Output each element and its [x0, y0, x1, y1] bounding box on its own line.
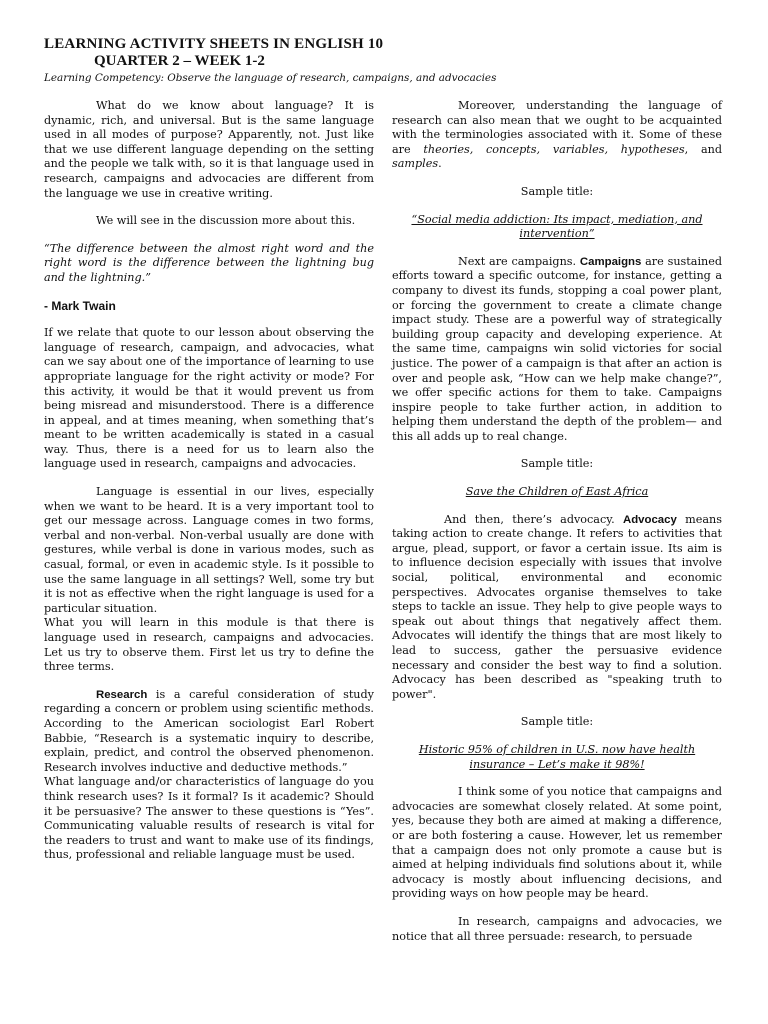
- document-title: LEARNING ACTIVITY SHEETS IN ENGLISH 10: [44, 36, 384, 52]
- campaigns-term: Campaigns: [579, 255, 642, 268]
- right-column: [392, 99, 722, 957]
- sample-label-research: Sample title:: [520, 184, 594, 198]
- quote-author: - Mark Twain: [44, 298, 116, 313]
- research-terms: theories, concepts, variables, hypotheses: [423, 142, 685, 156]
- twain-quote: “The difference between the almost right word and the right word is the difference between the lightning bug and the lightning.”: [44, 241, 374, 284]
- advocacy-paragraph: And then, there’s advocacy. Advocacy means taking action to create change. It refers to activities that argue, plead, support, or favor a certain issue. Its aim is to influence decision especially with issues that involve social, political, environmental and economic perspectives. Advocates organise themselves to take steps to tackle an issue. They help to give people ways to speak out about things that negatively affect them. Advocates will identify the things that are most likely to lead to success, gather the persuasive evidence necessary and consider the best way to find a solution. Advocacy has been described as "speaking truth to power".: [392, 512, 723, 701]
- advocacy-term: Advocacy: [622, 513, 677, 526]
- quote-reflection-paragraph: If we relate that quote to our lesson about observing the language of research, campaign, and advocacies, what can we say about one of the importance of learning to use appropriate language for the right activity or mode? For this activity, it would be that it would prevent us from being misread and misunderstood. There is a difference in appeal, and at times meaning, when something that’s meant to be written academically is stated in a casual way. Thus, there is a need for us to learn also the language used in research, campaigns and advocacies.: [44, 326, 374, 471]
- research-language-paragraph: What language and/or characteristics of language do you think research uses? Is it formal? Is it academic? Should it be persuasive? The answer to these questions is “Yes”. Communicating valuable results of research is vital for the readers to trust and want to make use of its findings, thus, professional and reliable language must be used.: [44, 775, 374, 862]
- sample-title-research: “Social media addiction: Its impact, mediation, and intervention”: [411, 212, 703, 241]
- comparison-paragraph: I think some of you notice that campaigns and advocacies are somewhat closely related. At some point, yes, because they both are aimed at making a difference, or are both fostering a cause. However, let us remember that a campaign does not only promote a cause but is aimed at helping individuals find solutions about it, while advocacy is mostly about influencing decisions, and providing ways on how people may be heard.: [392, 785, 722, 901]
- research-definition-paragraph: [44, 688, 374, 776]
- sample-label-advocacy: Sample title:: [520, 715, 594, 729]
- persuasion-paragraph: In research, campaigns and advocacies, we notice that all three persuade: research, to persuade: [392, 914, 722, 943]
- document-subtitle: QUARTER 2 – WEEK 1-2: [94, 53, 265, 69]
- sample-title-campaign: Save the Children of East Africa: [465, 485, 649, 499]
- intro-paragraph: What do we know about language? It is dynamic, rich, and universal. But is the same language used in all modes of purpose? Apparently, not. Just like that we use different language depending on the setting and the people we talk with, so it is that language used in research, campaigns and advocacies are different from the language we use in creative writing.: [44, 99, 374, 200]
- module-overview-paragraph: What you will learn in this module is that there is language used in research, campaigns and advocacies. Let us try to observe them. First let us try to define the three terms.: [44, 616, 374, 674]
- samples-term: samples: [392, 157, 439, 171]
- research-definition: is a careful consideration of study regarding a concern or problem using scientific methods. According to the American sociologist Earl Robert Babbie, “Research is a systematic inquiry to describe, explain, predict, and control the observed phenomenon. Research involves inductive and deductive methods.”: [44, 687, 374, 774]
- campaigns-paragraph: Next are campaigns. Campaigns are sustained efforts toward a specific outcome, for instance, getting a company to divest its funds, stopping a coal power plant, or forcing the government to create a climate change impact study. These are a powerful way of strategically building group capacity and developing experience. At the same time, campaigns win solid victories for social justice. The power of a campaign is that after an action is over and people ask, “How can we help make change?”, we offer specific actions for them to take. Campaigns inspire people to take further action, in addition to helping them understand the depth of the problem— and this all adds up to real change.: [392, 254, 723, 443]
- terminology-paragraph: Moreover, understanding the language of research can also mean that we ought to be acquainted with the terminologies associated with it. Some of these are theories, concepts, variables, hypotheses, and samples.: [392, 99, 722, 171]
- two-column-body: [44, 99, 728, 957]
- sample-label-campaign: Sample title:: [520, 457, 594, 471]
- language-paragraph: Language is essential in our lives, especially when we want to be heard. It is a very important tool to get our message across. Language comes in two forms, verbal and non-verbal. Non-verbal usually are done with gestures, while verbal is done in various modes, such as casual, formal, or even in academic style. Is it possible to use the same language in all settings? Well, some try but it is not as effective when the right language is used for a particular situation.: [44, 485, 374, 615]
- learning-competency: Learning Competency: Observe the language of research, campaigns, and advocacies: [44, 72, 497, 84]
- sample-title-advocacy: Historic 95% of children in U.S. now have health insurance – Let’s make it 98%!: [418, 742, 696, 771]
- discussion-note: We will see in the discussion more about this.: [96, 214, 356, 228]
- left-column: [44, 99, 374, 957]
- research-term: Research: [96, 688, 148, 701]
